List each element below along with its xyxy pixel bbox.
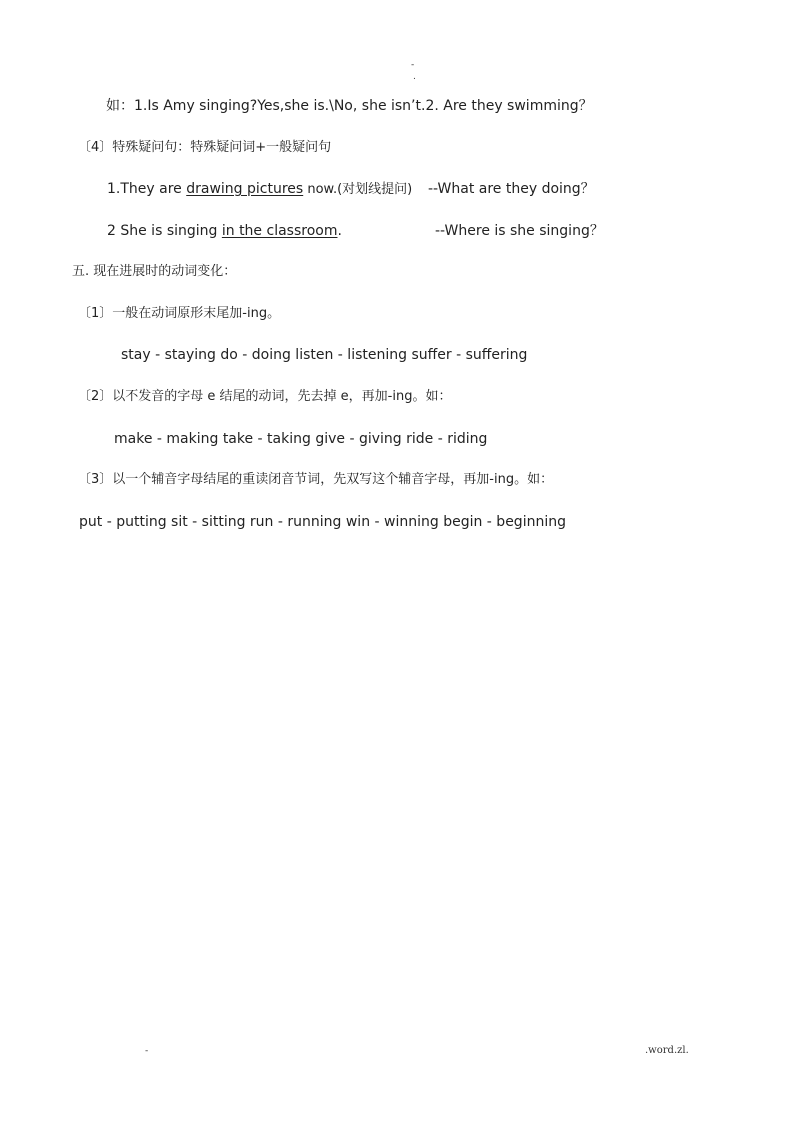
rule-1-heading: 〔1〕一般在动词原形末尾加-ing。 (78, 306, 281, 321)
question-1-after: now.(对划线提问) (303, 182, 413, 197)
question-2-after: . (337, 223, 342, 239)
question-2-underlined: in the classroom (221, 223, 338, 239)
example-line (106, 97, 593, 115)
rule-2-examples: make - making take - taking give - giving ride - riding (114, 431, 488, 447)
header-mark-top: - (411, 60, 415, 70)
section-5-heading: 五. 现在进展时的动词变化： (72, 264, 237, 279)
header-mark-bottom: . (413, 72, 416, 82)
question-2-answer: --Where is she singing？ (435, 223, 604, 239)
question-2 (107, 222, 342, 240)
footer-left-mark: - (145, 1046, 149, 1056)
example-text: 如：1.Is Amy singing?Yes,she is.\No, she isn’t.2. Are they swimming？ (106, 98, 593, 114)
question-1-underlined: drawing pictures (186, 181, 304, 197)
section-4-heading: 〔4〕特殊疑问句：特殊疑问词+一般疑问句 (78, 140, 332, 155)
rule-2-heading: 〔2〕以不发音的字母 e 结尾的动词，先去掉 e，再加-ing。如： (78, 389, 452, 404)
rule-1-examples: stay - staying do - doing listen - listening suffer - suffering (121, 347, 528, 363)
question-2-before: 2 She is singing (107, 223, 222, 239)
rule-3-heading: 〔3〕以一个辅音字母结尾的重读闭音节词，先双写这个辅音字母，再加-ing。如： (78, 472, 554, 487)
rule-3-examples: put - putting sit - sitting run - running win - winning begin - beginning (79, 514, 566, 530)
question-1 (107, 180, 412, 199)
footer-right-text: .word.zl. (645, 1045, 689, 1056)
question-1-before: 1.They are (107, 181, 187, 197)
question-1-answer: --What are they doing？ (428, 181, 595, 197)
